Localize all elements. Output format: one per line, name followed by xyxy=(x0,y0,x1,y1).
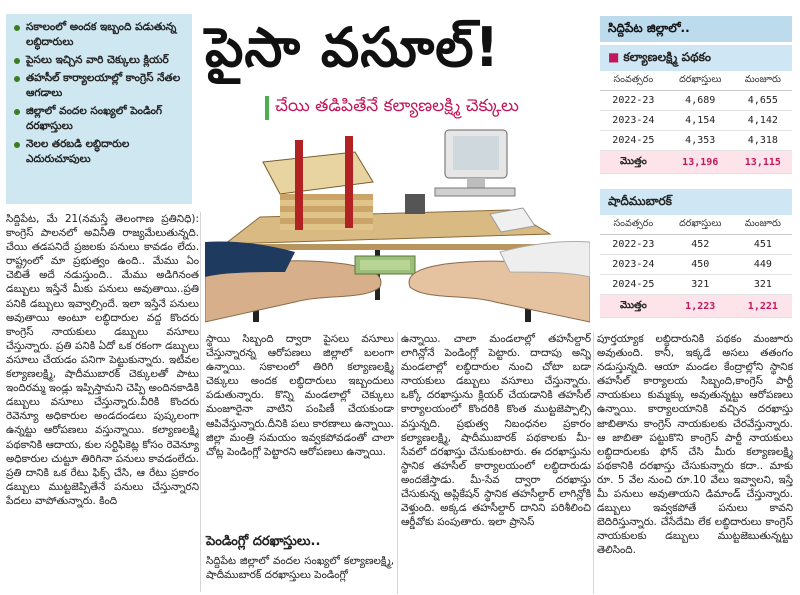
kalyana-lakshmi-table xyxy=(600,71,792,174)
table-row xyxy=(600,235,792,255)
article-column-3: ఉన్నాయి. చాలా మండలాల్లో తహసీల్దార్ లాగిన్లోనే పెండింగ్లో పెట్టారు. దాదాపు అన్ని మండలాల్లో లబ్ధిదారుల నుంచి చోటా బడా నాయకులు డబ్బులు వసూలు చేస్తున్నారు. ఒక్కో దరఖాస్తును క్లియర్ చేయడానికి తహసీల్ కార్యాలయంలో కొందరికి కొంత ముట్టజెప్పాల్సి వస్తున్నది. ప్రభుత్వ నిబంధనల ప్రకారం కల్యాణలక్ష్మి, షాదీముబారక్ పథకాలకు మీ-సేవలో దరఖాస్తు చేసుకుంటారు. ఈ దరఖాస్తును స్థానిక తహసీల్ కార్యాలయంలో లబ్ధిదారుడు అందజేస్తాడు. మీ-సేవ ద్వారా దరఖాస్తు చేసుకున్న అప్లికేషన్ స్థానిక తహసీల్దార్ లాగిన్లోకి వెళ్తుంది. అక్కడ తహసీల్దార్ దానిని పరిశీలించి ఆర్డీవోకు పంపుతారు. ఇలా ప్రాసెస్ xyxy=(401,333,591,529)
bullet-icon xyxy=(14,142,20,148)
col-header: మంజూరు xyxy=(734,215,792,235)
cell-applications: 452 xyxy=(667,235,734,255)
cell-total-sanctioned: 13,115 xyxy=(734,151,792,174)
cell-year: 2024-25 xyxy=(600,131,667,151)
article-column-4: పూర్తయ్యాక లబ్ధిదారునికి పథకం మంజూరు అవుతుంది. కానీ, ఇక్కడే అసలు తతంగం నడుస్తున్నది. ఆయా మండల కేంద్రాల్లోని స్థానిక తహసీల్ కార్యాలయ సిబ్బంది,కాంగ్రెస్ పార్టీ నాయకులు కుమ్మక్కు అవుతున్నట్టు ఆరోపణలు ఉన్నాయి. కార్యాలయానికి వచ్చిన దరఖాస్తు జాబితాను కాంగ్రెస్ నాయకులకు చేరవేస్తున్నారు. ఆ జాబితా పట్టుకొని కాంగ్రెస్ పార్టీ నాయకులు లబ్ధిదారులకు ఫోన్ చేసి మీరు కల్యాణలక్ష్మి పథకానికి దరఖాస్తు చేసుకున్నారు కదా.. మాకు రూ. 5 వేల నుంచి రూ.10 వేలు ఇవ్వాలని, ఇస్తే మీ పనులు అవుతాయని డిమాండ్ చేస్తున్నారు. డబ్బులు ఇవ్వకపోతే పనులు కావని బెదిరిస్తున్నారు. చేసేదేమి లేక లబ్ధిదారులు కాంగ్రెస్ నాయకులకు డబ్బులు ముట్టజెబుతున్నట్టు తెలిసింది. xyxy=(597,333,793,557)
column-divider xyxy=(593,332,594,594)
cell-applications: 321 xyxy=(667,275,734,295)
column-divider xyxy=(397,332,398,594)
highlight-text: తహసీల్ కార్యాలయాల్లో కాంగ్రెస్ నేతల ఆగడాలు xyxy=(26,72,181,99)
bullet-icon xyxy=(14,25,20,31)
cell-year: 2022-23 xyxy=(600,235,667,255)
col-header: సంవత్సరం xyxy=(600,215,667,235)
highlight-text: నెలల తరబడి లబ్ధిదారుల ఎదురుచూపులు xyxy=(26,138,130,165)
highlights-box xyxy=(6,14,192,204)
cell-sanctioned: 321 xyxy=(734,275,792,295)
table-row xyxy=(600,255,792,275)
headline: పైసా వసూల్! xyxy=(205,16,501,79)
cell-sanctioned: 4,142 xyxy=(734,111,792,131)
cell-total-label: మొత్తం xyxy=(600,151,667,174)
cell-total-applications: 13,196 xyxy=(667,151,734,174)
cell-total-applications: 1,223 xyxy=(667,295,734,318)
highlight-item xyxy=(12,71,186,101)
cell-sanctioned: 451 xyxy=(734,235,792,255)
bullet-icon xyxy=(14,58,20,64)
cell-year: 2024-25 xyxy=(600,275,667,295)
cell-applications: 4,154 xyxy=(667,111,734,131)
table-row xyxy=(600,91,792,111)
col-header: సంవత్సరం xyxy=(600,71,667,91)
cell-applications: 450 xyxy=(667,255,734,275)
bullet-icon: ■ xyxy=(608,50,620,64)
cell-year: 2023-24 xyxy=(600,255,667,275)
col-header: మంజూరు xyxy=(734,71,792,91)
highlight-text: సకాలంలో అందక ఇబ్బంది పడుతున్న లబ్ధిదారులు xyxy=(26,21,177,48)
col-header: దరఖాస్తులు xyxy=(667,71,734,91)
shaadi-title-text: షాదీముబారక్ xyxy=(608,194,672,208)
shaadi-mubarak-table xyxy=(600,215,792,318)
cell-year: 2022-23 xyxy=(600,91,667,111)
highlight-item xyxy=(12,53,186,68)
table-row xyxy=(600,131,792,151)
bribe-illustration xyxy=(205,122,590,328)
article-column-2: స్థాయి సిబ్బంది ద్వారా పైసలు వసూలు చేస్తున్నారన్న ఆరోపణలు జిల్లాలో బలంగా ఉన్నాయి. సకాలంలో తిరిగి కల్యాణలక్ష్మి చెక్కులు అందక లబ్ధిదారులు ఇబ్బందులు పడుతున్నారు. కొన్ని మండలాల్లో చెక్కులు మంజూరైనా వాటిని పంపిణీ చేయకుండా ఆపివేస్తున్నారు.దీనికి పలు కారణాలు ఉన్నాయి. జిల్లా మంత్రి సమయం ఇవ్వకపోవడంతో చాలా చోట్ల పెండింగ్లో పెట్టారని ఆరోపణలు ఉన్నాయి. xyxy=(206,333,394,458)
highlight-item xyxy=(12,20,186,50)
kalyana-lakshmi-title xyxy=(600,45,792,71)
table-total-row xyxy=(600,151,792,174)
kalyana-title-text: కల్యాణలక్ష్మి పథకం xyxy=(623,50,711,64)
table-header-row xyxy=(600,71,792,91)
stats-panel xyxy=(600,16,792,318)
subheadline: చేయి తడిపితేనే కల్యాణలక్ష్మి చెక్కులు xyxy=(265,96,519,120)
cell-sanctioned: 449 xyxy=(734,255,792,275)
table-total-row xyxy=(600,295,792,318)
highlight-item xyxy=(12,104,186,134)
article-subheading: పెండింగ్లో దరఖాస్తులు.. xyxy=(206,534,321,549)
table-row xyxy=(600,275,792,295)
table-row xyxy=(600,111,792,131)
highlight-item xyxy=(12,137,186,167)
highlight-text: పైసలు ఇచ్చిన వారి చెక్కులు క్లియర్ xyxy=(26,54,169,66)
cell-total-sanctioned: 1,221 xyxy=(734,295,792,318)
bullet-icon xyxy=(14,109,20,115)
cell-applications: 4,353 xyxy=(667,131,734,151)
cell-year: 2023-24 xyxy=(600,111,667,131)
column-divider xyxy=(200,212,201,592)
cell-sanctioned: 4,318 xyxy=(734,131,792,151)
table-header-row xyxy=(600,215,792,235)
bullet-icon xyxy=(14,76,20,82)
article-column-1: సిద్దిపేట, మే 21(నమస్తే తెలంగాణ ప్రతినిధి): కాంగ్రెస్ పాలనలో అవినీతి రాజ్యమేలుతున్నది. చేయి తడపనిదే ప్రజలకు పనులు కావడం లేదు. రాష్ట్రంలో మా ప్రభుత్వం ఉంది.. మేము ఏం చెబితే అదే నడుస్తుంది.. మేము అడిగినంత డబ్బులు ఇస్తేనే మీకు పనులు అవుతాయి..ప్రతి పనికి డబ్బులు ఇవ్వాల్సిందే. ఇలా ఇస్తేనే పనులు అవుతాయి అంటూ లబ్ధిదారుల వద్ద కొందరు కాంగ్రెస్ నాయకులు డబ్బులు వసూలు చేస్తున్నారు. ప్రతి పనికి ఏదో ఒక రకంగా డబ్బులు వసూలు చేయడం పనిగా పెట్టుకున్నారు. ఇటీవల కల్యాణలక్ష్మి, షాదీముబారక్ చెక్కులతో పాటు ఇందిరమ్మ ఇండ్లు ఇప్పిస్తామని చెప్పి అందినకాడికి డబ్బులు వసూలు చేస్తున్నారు.వీరికి కొందరు రెవెన్యూ అధికారుల అండదండలు పుష్కలంగా ఉన్నట్టు ఆరోపణలు వస్తున్నాయి. కల్యాణలక్ష్మి పథకానికి ఆదాయ, కుల సర్టిఫికెట్ల కోసం రెవెన్యూ అధికారుల చుట్టూ తిరిగినా పనులు కావడంలేదు. ప్రతి దానికి ఒక రేటు ఫిక్స్ చేసి, ఆ రేటు ప్రకారం డబ్బులు ముట్టజెప్పితేనే పనులు చేస్తున్నారని పేదలు వాపోతున్నారు. కింది xyxy=(6,213,199,507)
highlight-text: జిల్లాలో వందల సంఖ్యలో పెండింగ్ దరఖాస్తులు xyxy=(26,105,163,132)
district-heading: సిద్దిపేట జిల్లాలో.. xyxy=(600,16,792,42)
col-header: దరఖాస్తులు xyxy=(667,215,734,235)
cell-sanctioned: 4,655 xyxy=(734,91,792,111)
cell-applications: 4,689 xyxy=(667,91,734,111)
article-column-2-continued: సిద్దిపేట జిల్లాలో వందల సంఖ్యలో కల్యాణలక్ష్మి, షాదీముబారక్ దరఖాస్తులు పెండింగ్లో xyxy=(206,555,394,582)
shaadi-mubarak-title xyxy=(600,189,792,215)
cell-total-label: మొత్తం xyxy=(600,295,667,318)
